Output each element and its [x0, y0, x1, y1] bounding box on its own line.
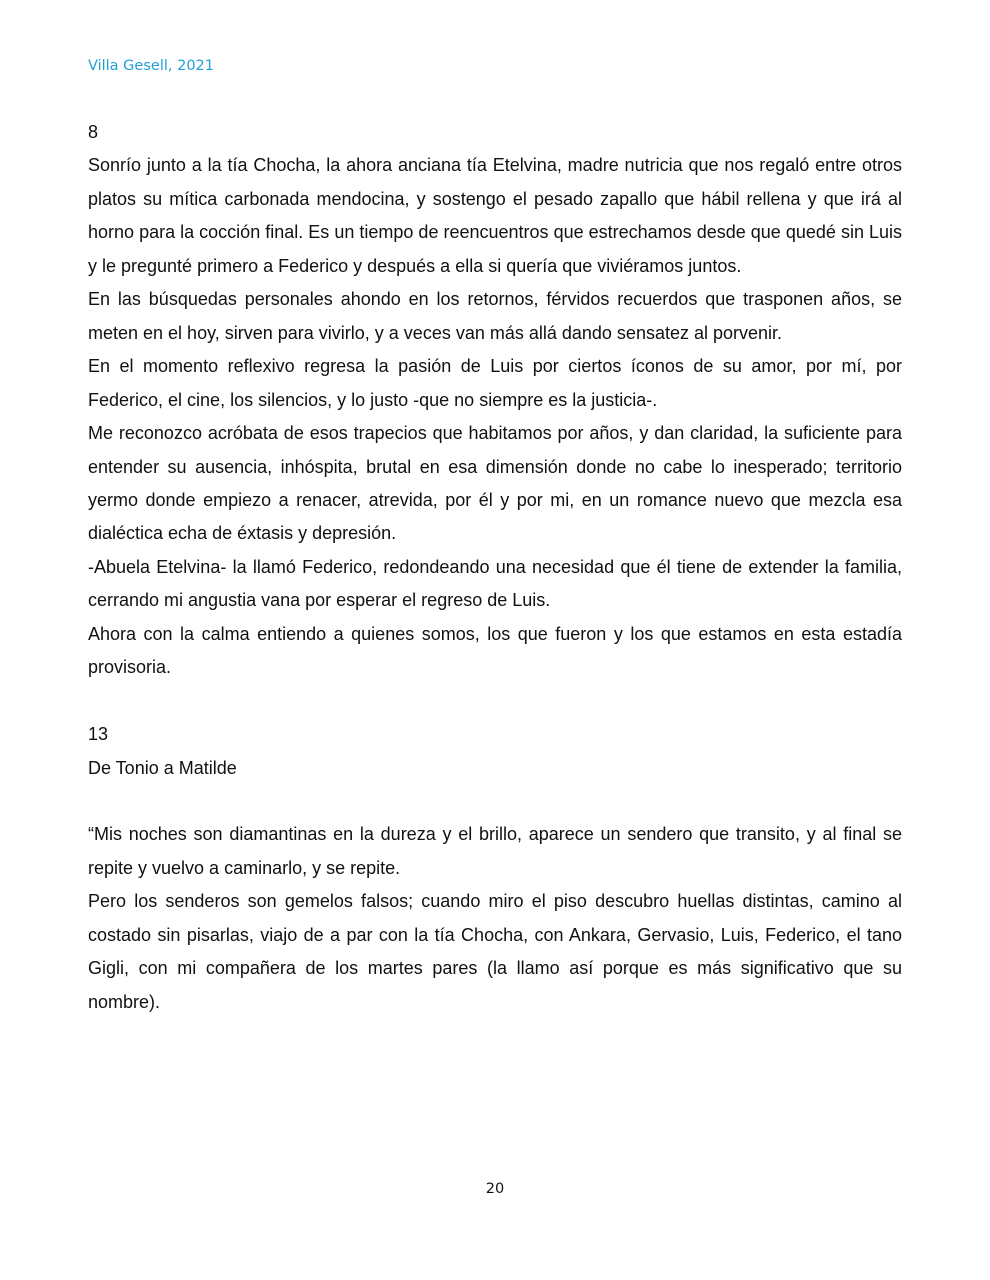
blank-line [88, 685, 902, 718]
body-text [88, 116, 902, 1019]
blank-line [88, 785, 902, 818]
section-13-title: De Tonio a Matilde [88, 757, 237, 778]
section-8-paragraph: En las búsquedas personales ahondo en los retornos, férvidos recuerdos que trasponen años, se meten en el hoy, sirven para vivirlo, y a veces van más allá dando sensatez al porvenir. [88, 289, 902, 343]
section-13-paragraph: Pero los senderos son gemelos falsos; cuando miro el piso descubro huellas distintas, camino al costado sin pisarlas, viajo de a par con la tía Chocha, con Ankara, Gervasio, Luis, Federico, el tano Gigli, con mi compañera de los martes pares (la llamo así porque es más significativo que su nombre). [88, 891, 902, 1012]
section-8-number: 8 [88, 122, 99, 142]
section-8-paragraph: Sonrío junto a la tía Chocha, la ahora anciana tía Etelvina, madre nutricia que nos regaló entre otros platos su mítica carbonada mendocina, y sostengo el pesado zapallo que hábil rellena y que irá al horno para la cocción final. Es un tiempo de reencuentros que estrechamos desde que quedé sin Luis y le pregunté primero a Federico y después a ella si quería que viviéramos juntos. [88, 155, 902, 276]
page-header: Villa Gesell, 2021 [88, 58, 214, 74]
page-number: 20 [485, 1181, 505, 1197]
section-8-paragraph: En el momento reflexivo regresa la pasión de Luis por ciertos íconos de su amor, por mí, por Federico, el cine, los silencios, y lo justo -que no siempre es la justicia-. [88, 356, 902, 410]
section-8-paragraph: Ahora con la calma entiendo a quienes somos, los que fueron y los que estamos en esta estadía provisoria. [88, 623, 902, 678]
section-13-number: 13 [88, 724, 109, 745]
section-8-paragraph: -Abuela Etelvina- la llamó Federico, redondeando una necesidad que él tiene de extender la familia, cerrando mi angustia vana por esperar el regreso de Luis. [88, 556, 902, 611]
section-13-paragraph: “Mis noches son diamantinas en la dureza y el brillo, aparece un sendero que transito, y al final se repite y vuelvo a caminarlo, y se repite. [88, 824, 902, 878]
section-8-paragraph: Me reconozco acróbata de esos trapecios que habitamos por años, y dan claridad, la suficiente para entender su ausencia, inhóspita, brutal en esa dimensión donde no cabe lo inesperado; territorio yermo donde empiezo a renacer, atrevida, por él y por mi, en un romance nuevo que mezcla esa dialéctica echa de éxtasis y depresión. [88, 423, 902, 544]
